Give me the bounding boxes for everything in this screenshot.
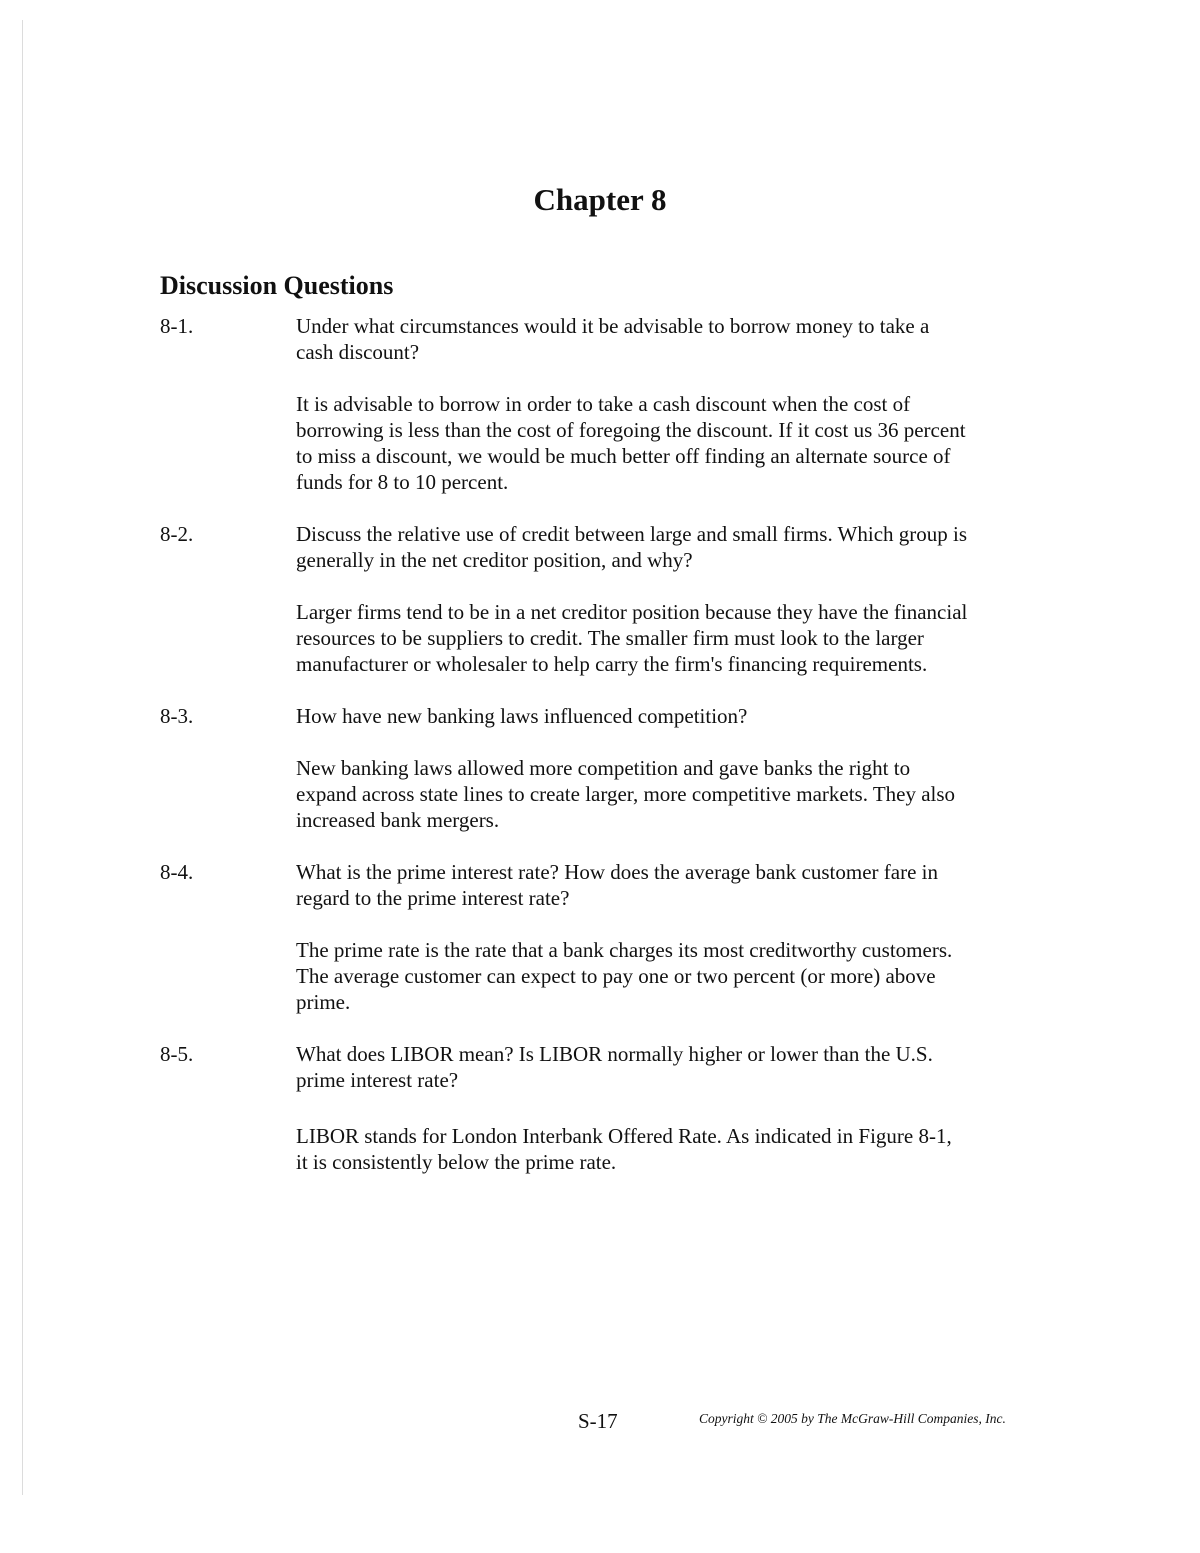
question-number: 8-2. (160, 522, 194, 546)
question-number: 8-1. (160, 314, 194, 338)
question-text: How have new banking laws influenced competition? (296, 704, 748, 728)
answer-text: Larger firms tend to be in a net creditor position because they have the financial resources to be suppliers to credit. The smaller firm must look to the larger manufacturer or wholesaler to help carry the firm's financing requirements. (296, 600, 968, 676)
answer-text: It is advisable to borrow in order to take a cash discount when the cost of borrowing is less than the cost of foregoing the discount. If it cost us 36 percent to miss a discount, we would be much better off finding an alternate source of funds for 8 to 10 percent. (296, 392, 966, 494)
page-edge-line (22, 20, 23, 1495)
question-text: Discuss the relative use of credit between large and small firms. Which group is generally in the net creditor position, and why? (296, 522, 968, 572)
question-text: What does LIBOR mean? Is LIBOR normally higher or lower than the U.S. prime interest rate? (296, 1042, 933, 1092)
question-text: Under what circumstances would it be advisable to borrow money to take a cash discount? (296, 314, 930, 364)
answer-text: The prime rate is the rate that a bank charges its most creditworthy customers. The average customer can expect to pay one or two percent (or more) above prime. (296, 938, 953, 1014)
question-number: 8-4. (160, 860, 194, 884)
question-number: 8-3. (160, 704, 194, 728)
question-number: 8-5. (160, 1042, 194, 1066)
question-text: What is the prime interest rate? How does the average bank customer fare in regard to the prime interest rate? (296, 860, 938, 910)
answer-text: New banking laws allowed more competition and gave banks the right to expand across state lines to create larger, more competitive markets. They also increased bank mergers. (296, 756, 956, 832)
section-heading: Discussion Questions (160, 271, 394, 300)
page-number: S-17 (578, 1409, 618, 1433)
copyright-notice: Copyright © 2005 by The McGraw-Hill Companies, Inc. (699, 1411, 1006, 1426)
answer-text: LIBOR stands for London Interbank Offered Rate. As indicated in Figure 8-1, it is consistently below the prime rate. (296, 1124, 952, 1174)
chapter-title: Chapter 8 (533, 182, 667, 217)
